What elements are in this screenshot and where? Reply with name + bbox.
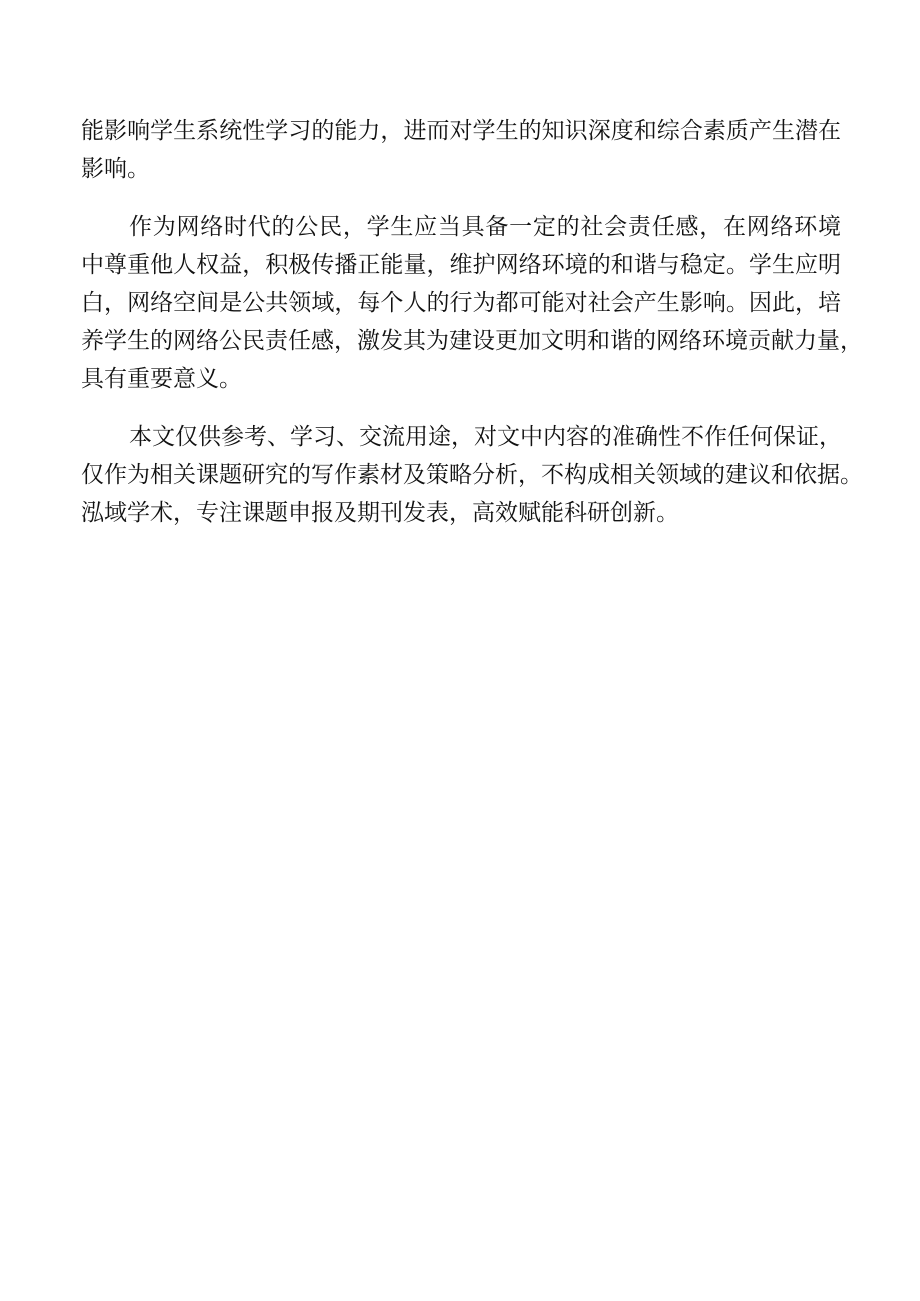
text-line: 具有重要意义。 [81, 366, 242, 392]
text-line: 中尊重他人权益，积极传播正能量，维护网络环境的和谐与稳定。学生应明 [81, 252, 841, 278]
text-line: 影响。 [81, 156, 150, 182]
paragraph-gap [81, 188, 841, 208]
paragraph-disclaimer [81, 418, 863, 532]
paragraph-continuation [81, 112, 841, 188]
text-line: 本文仅供参考、学习、交流用途，对文中内容的准确性不作任何保证， [129, 424, 842, 450]
text-line: 白，网络空间是公共领域，每个人的行为都可能对社会产生影响。因此，培 [81, 290, 841, 316]
text-line: 能影响学生系统性学习的能力，进而对学生的知识深度和综合素质产生潜在 [81, 118, 841, 144]
text-line: 养学生的网络公民责任感，激发其为建设更加文明和谐的网络环境贡献力量， [81, 328, 863, 354]
paragraph-gap [81, 398, 841, 418]
text-line: 作为网络时代的公民，学生应当具备一定的社会责任感，在网络环境 [129, 214, 841, 240]
document-body [81, 112, 863, 532]
text-line: 仅作为相关课题研究的写作素材及策略分析，不构成相关领域的建议和依据。 [81, 462, 863, 488]
paragraph-civic-responsibility [81, 208, 863, 398]
text-line: 泓域学术，专注课题申报及期刊发表，高效赋能科研创新。 [81, 500, 679, 526]
